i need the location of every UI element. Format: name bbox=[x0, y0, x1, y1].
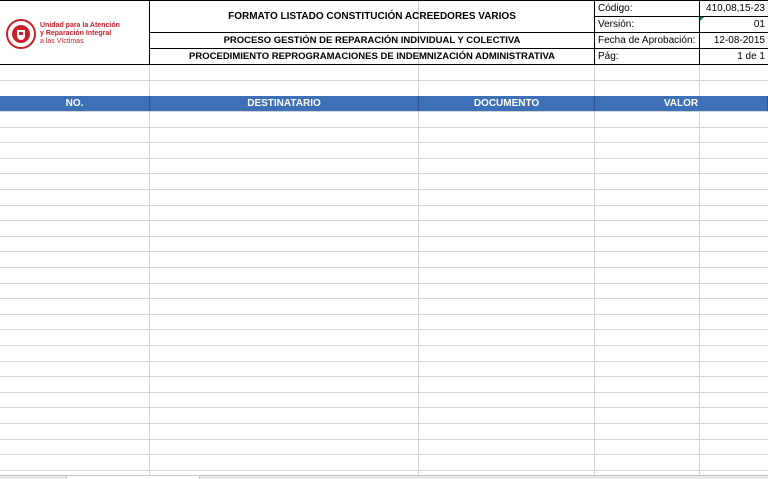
title-procedimiento: PROCEDIMIENTO REPROGRAMACIONES DE INDEMNIZACIÓN ADMINISTRATIVA bbox=[189, 51, 555, 62]
grid-row-line bbox=[0, 267, 768, 268]
logo-line-1: Unidad para la Atención bbox=[40, 22, 120, 29]
grid-row-line bbox=[0, 220, 768, 221]
grid-row-line bbox=[0, 173, 768, 174]
grid-row-line bbox=[0, 423, 768, 424]
meta-codigo-value[interactable]: 410,08,15-23 bbox=[706, 3, 765, 14]
meta-fecha-value[interactable]: 12-08-2015 bbox=[713, 35, 765, 46]
title-proceso: PROCESO GESTIÓN DE REPARACIÓN INDIVIDUAL Y COLECTIVA bbox=[223, 35, 521, 46]
col-header-valor[interactable]: VALOR bbox=[595, 96, 768, 111]
grid-row-line bbox=[0, 236, 768, 237]
grid-row-line bbox=[0, 470, 768, 471]
grid-row-line bbox=[0, 361, 768, 362]
logo-line-2: y Reparación Integral bbox=[40, 30, 112, 37]
header-border bbox=[0, 64, 768, 65]
grid-row-line bbox=[0, 205, 768, 206]
coat-of-arms-icon bbox=[6, 19, 36, 49]
grid-row-line bbox=[0, 80, 768, 81]
cell-note-marker bbox=[700, 17, 704, 21]
meta-version-value[interactable]: 01 bbox=[753, 19, 765, 30]
grid-row-line bbox=[0, 283, 768, 284]
logo bbox=[6, 15, 146, 53]
grid-row-line bbox=[0, 189, 768, 190]
title-formato: FORMATO LISTADO CONSTITUCIÓN ACREEDORES VARIOS bbox=[228, 11, 516, 22]
col-header-no[interactable]: NO. bbox=[0, 96, 150, 111]
meta-pag-label: Pág: bbox=[598, 51, 619, 62]
sheet-tab-bar bbox=[0, 475, 768, 479]
logo-text bbox=[40, 22, 120, 46]
meta-pag-value[interactable]: 1 de 1 bbox=[737, 51, 765, 62]
grid-row-line bbox=[0, 376, 768, 377]
meta-codigo-label: Código: bbox=[598, 3, 633, 14]
meta-fecha-label: Fecha de Aprobación: bbox=[598, 35, 696, 46]
grid-row-line bbox=[0, 392, 768, 393]
grid-row-line bbox=[0, 111, 768, 112]
grid-row-line bbox=[0, 142, 768, 143]
grid-row-line bbox=[0, 127, 768, 128]
logo-line-3: a las Víctimas bbox=[40, 38, 84, 45]
grid-row-line bbox=[0, 251, 768, 252]
grid-row-line bbox=[0, 314, 768, 315]
grid-row-line bbox=[0, 439, 768, 440]
grid-row-line bbox=[0, 454, 768, 455]
grid-row-line bbox=[0, 298, 768, 299]
col-header-destinatario[interactable]: DESTINATARIO bbox=[150, 96, 419, 111]
grid-row-line bbox=[0, 345, 768, 346]
col-header-documento[interactable]: DOCUMENTO bbox=[419, 96, 595, 111]
grid-row-line bbox=[0, 329, 768, 330]
grid-row-line bbox=[0, 158, 768, 159]
meta-version-label: Versión: bbox=[598, 19, 635, 30]
grid-row-line bbox=[0, 407, 768, 408]
